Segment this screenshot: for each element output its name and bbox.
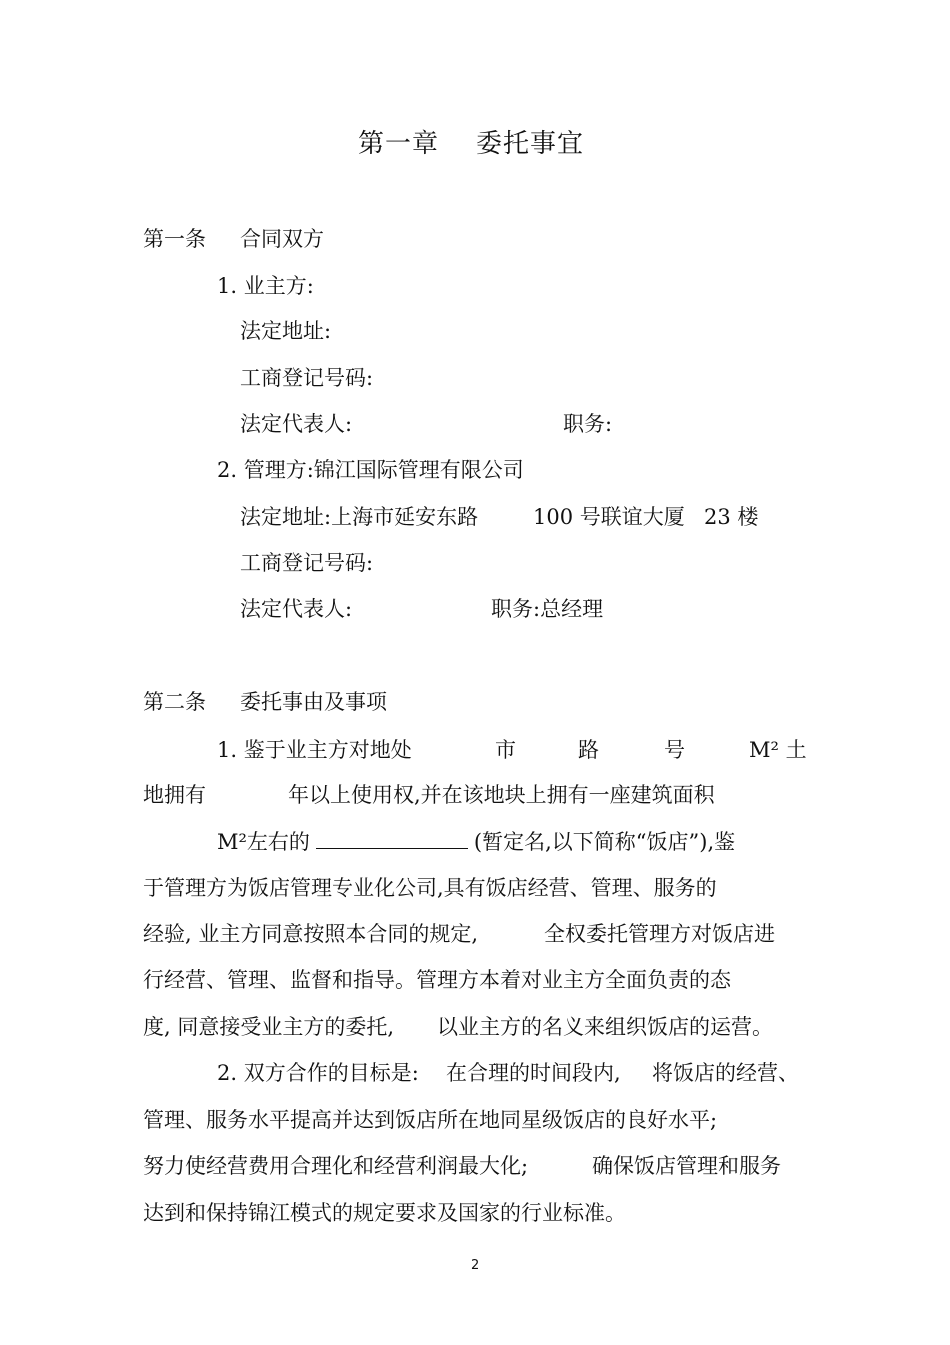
manager-address-building: 100 号联谊大厦 [533,505,685,529]
p1-line5-a: 经验, 业主方同意按照本合同的规定, [143,922,479,946]
manager-registration: 工商登记号码: [240,551,374,575]
manager-address: 法定地址:上海市延安东路 [240,505,479,529]
p1-line1-area: M² 土 [749,738,807,762]
owner-registration: 工商登记号码: [240,366,374,390]
chapter-title: 委托事宜 [476,129,585,159]
p1-line2-a: 地拥有 [143,783,206,807]
owner-position: 职务: [563,412,613,436]
p1-line6: 行经营、管理、监督和指导。管理方本着对业主方全面负责的态 [143,968,731,992]
owner-representative: 法定代表人: [240,412,353,436]
p2-line4: 达到和保持锦江模式的规定要求及国家的行业标准。 [143,1201,626,1225]
chapter-number: 第一章 [358,129,440,159]
p1-line3 [217,828,735,856]
owner-label: 1. 业主方: [217,274,314,298]
p1-line1-road: 路 [578,738,599,762]
manager-address-floor: 23 楼 [704,505,759,529]
p2-line3-a: 努力使经营费用合理化和经营利润最大化; [143,1154,529,1178]
article-2-title: 委托事由及事项 [240,690,387,714]
p2-line1-c: 将饭店的经营、 [652,1061,799,1085]
manager-representative: 法定代表人: [240,597,353,621]
page-number: 2 [471,1258,480,1273]
p2-line2: 管理、服务水平提高并达到饭店所在地同星级饭店的良好水平; [143,1108,718,1132]
p2-line3-b: 确保饭店管理和服务 [592,1154,781,1178]
p1-line1-city: 市 [495,738,516,762]
manager-label: 2. 管理方:锦江国际管理有限公司 [217,458,524,482]
p1-line5-b: 全权委托管理方对饭店进 [544,922,775,946]
p1-line1-number: 号 [664,738,685,762]
p2-line1-a: 2. 双方合作的目标是: [217,1061,419,1085]
p1-line2-b: 年以上使用权,并在该地块上拥有一座建筑面积 [288,783,715,807]
p1-line3-area: M²左右的 [217,830,310,854]
p2-line1-b: 在合理的时间段内, [446,1061,621,1085]
p1-line4: 于管理方为饭店管理专业化公司,具有饭店经营、管理、服务的 [143,876,717,900]
article-1-title: 合同双方 [240,227,324,251]
p1-line7-a: 度, 同意接受业主方的委托, [143,1015,395,1039]
p1-line3-name: (暂定名,以下简称“饭店”),鉴 [473,830,736,854]
article-2-number: 第二条 [143,690,206,714]
owner-address: 法定地址: [240,319,332,343]
hotel-name-blank [316,828,468,849]
p1-line1-a: 1. 鉴于业主方对地处 [217,738,412,762]
article-1-number: 第一条 [143,227,206,251]
manager-position: 职务:总经理 [491,597,604,621]
p1-line7-b: 以业主方的名义来组织饭店的运营。 [437,1015,773,1039]
